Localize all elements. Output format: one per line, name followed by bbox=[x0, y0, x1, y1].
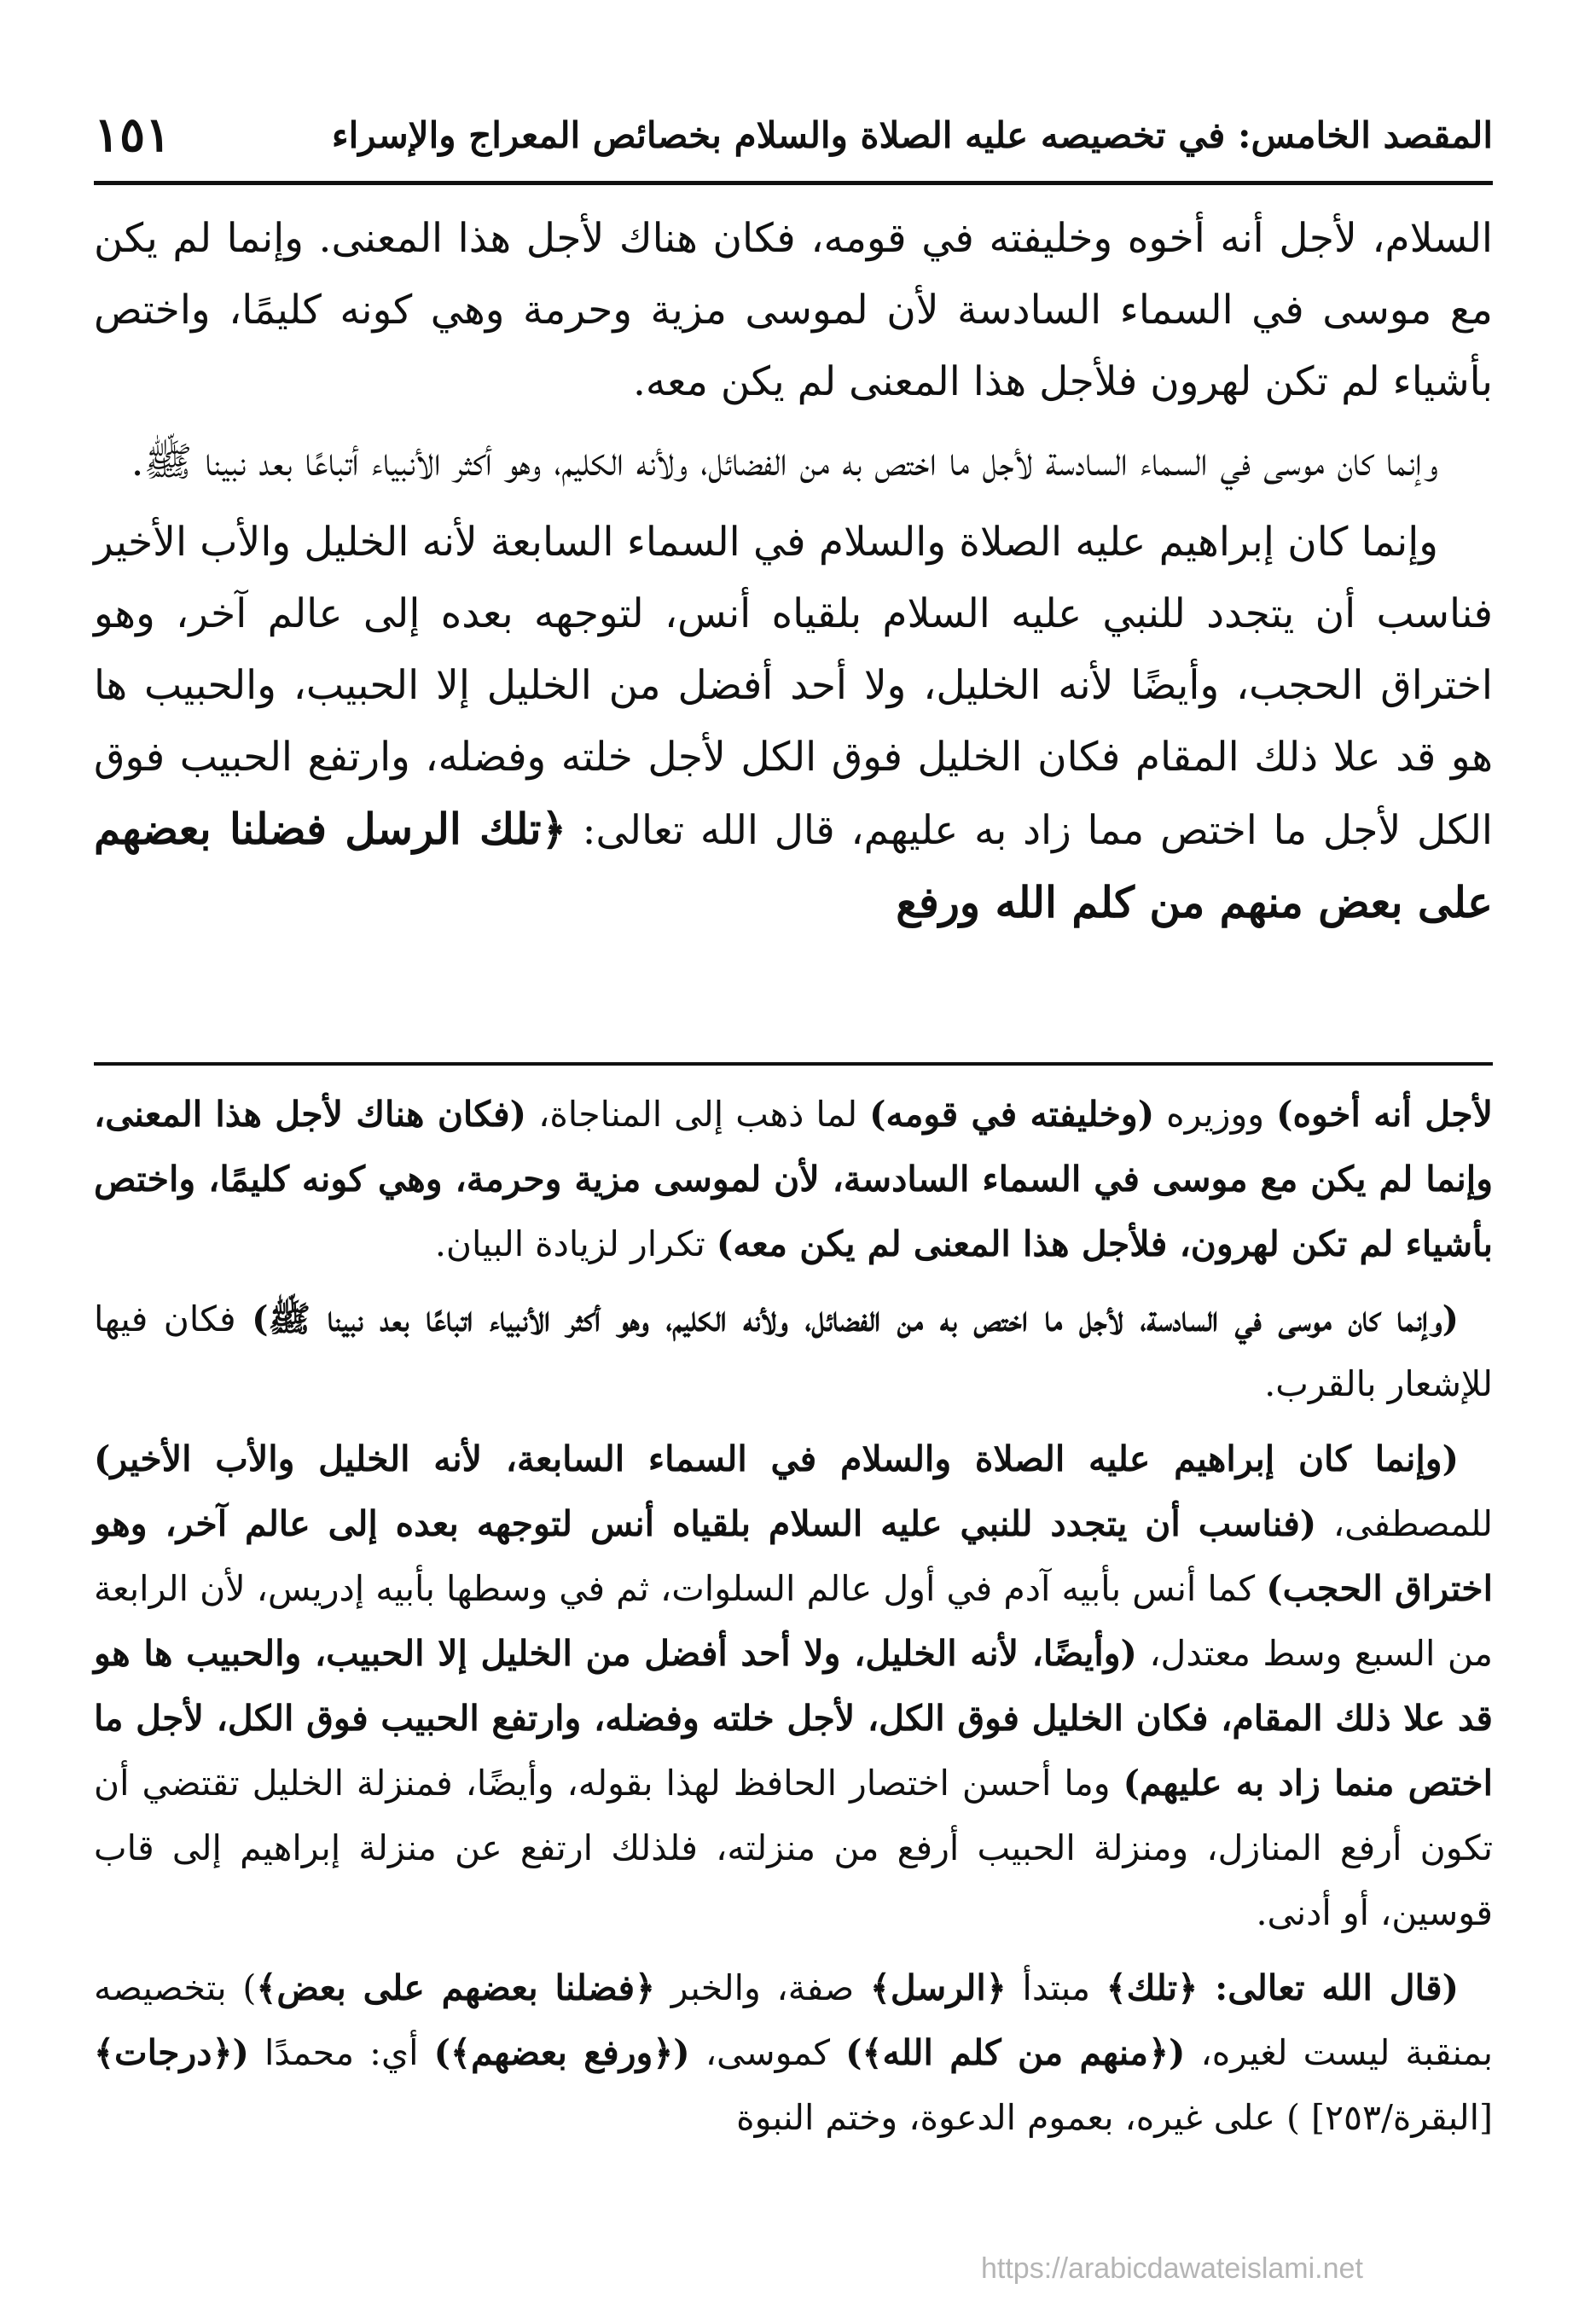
commentary-text: كما أنس بأبيه آدم في أول عالم السلوات، ثم في وسطها بأبيه إدريس، لأن الرابعة من السبع وسط معتدل، bbox=[94, 1568, 1493, 1674]
commentary-bold: ﴿فضلنا بعضهم على بعض﴾ bbox=[256, 1967, 656, 2008]
commentary-bold: (فناسب أن يتجدد للنبي عليه السلام بلقياه أنس لتوجهه بعده إلى عالم آخر، وهو اختراق الحجب) bbox=[94, 1503, 1494, 1609]
commentary-text: أي: محمدًا bbox=[248, 2032, 434, 2073]
commentary-text: للمصطفى، bbox=[1316, 1503, 1493, 1544]
commentary-paragraph-2 bbox=[94, 1287, 1493, 1416]
commentary-text: لما ذهب إلى المناجاة، bbox=[526, 1094, 870, 1135]
commentary-bold: (﴿منهم من كلم الله﴾) bbox=[845, 2032, 1186, 2073]
main-text bbox=[94, 203, 1493, 949]
page-header bbox=[94, 101, 1493, 169]
commentary-bold: (فكان هناك لأجل هذا المعنى، وإنما لم يكن مع موسى في السماء السادسة، لأن لموسى مزية وحرمة، وهي كونه كليمًا، واختص بأشياء لم تكن لهرون، فلأجل هذا المعنى لم يكن معه) bbox=[94, 1094, 1493, 1264]
commentary-paragraph-1 bbox=[94, 1082, 1493, 1276]
commentary-text: كموسى، bbox=[689, 2032, 846, 2073]
footnote-rule bbox=[94, 1062, 1493, 1066]
commentary-text: [البقرة/٢٥٣] ) على غيره، بعموم الدعوة، وختم النبوة bbox=[736, 2097, 1493, 2138]
commentary-bold: (وإنما كان إبراهيم عليه الصلاة والسلام في السماء السابعة، لأنه الخليل والأب الأخير) bbox=[94, 1438, 1459, 1479]
main-paragraph-1: السلام، لأجل أنه أخوه وخليفته في قومه، فكان هناك لأجل هذا المعنى. وإنما لم يكن مع موسى في السماء السادسة لأن لموسى مزية وحرمة وهي كونه كليمًا، واختص بأشياء لم تكن لهرون فلأجل هذا المعنى لم يكن معه. bbox=[94, 215, 1493, 405]
commentary-text: وما أحسن اختصار الحافظ لهذا بقوله، وأيضًا، فمنزلة الخليل تقتضي أن تكون أرفع المنازل، ومنزلة الحبيب أرفع من منزلته، فلذلك ارتفع عن منزلة إبراهيم إلى قاب قوسين، أو أدنى. bbox=[94, 1763, 1493, 1933]
commentary-text: فكان فيها للإشعار بالقرب. bbox=[94, 1299, 1493, 1404]
commentary bbox=[94, 1082, 1493, 2160]
watermark-url: https://arabicdawateislami.net bbox=[981, 2252, 1363, 2285]
page-number: ١٥١ bbox=[94, 107, 171, 163]
main-paragraph-3 bbox=[94, 507, 1493, 940]
commentary-paragraph-3 bbox=[94, 1426, 1493, 1945]
commentary-bold: (وأيضًا، لأنه الخليل، ولا أحد أفضل من الخليل إلا الحبيب، والحبيب ها هو قد علا ذلك المقام، فكان الخليل فوق الكل، لأجل خلته وفضله، وارتفع الحبيب فوق الكل، لأجل ما اختص منما زاد به عليهم) bbox=[94, 1633, 1493, 1804]
commentary-paragraph-4 bbox=[94, 1955, 1493, 2150]
commentary-bold: (قال الله تعالى: ﴿تلك﴾ bbox=[1106, 1967, 1459, 2008]
commentary-bold: لأجل أنه أخوه) bbox=[1276, 1094, 1493, 1135]
commentary-bold: (وخليفته في قومه) bbox=[869, 1094, 1155, 1135]
commentary-bold: (وإنما كان موسى في السادسة، لأجل ما اختص به من الفضائل، ولأنه الكليم، وهو أكثر الأنبياء اتباعًا بعد نبينا ﷺ) bbox=[252, 1299, 1459, 1339]
commentary-text: ووزيره bbox=[1154, 1094, 1277, 1135]
quran-quote: ﴿تلك الرسل فضلنا بعضهم على بعض منهم من كلم الله ورفع bbox=[94, 804, 1493, 927]
main-paragraph-2: وإنما كان موسى في السماء السادسة لأجل ما اختص به من الفضائل، ولأنه الكليم، وهو أكثر الأنبياء أتباعًا بعد نبينا ﷺ. bbox=[131, 439, 1438, 485]
main-paragraph-3-text: وإنما كان إبراهيم عليه الصلاة والسلام في السماء السابعة لأنه الخليل والأب الأخير فناسب أن يتجدد للنبي عليه السلام بلقياه أنس، لتوجهه بعده إلى عالم آخر، وهو اختراق الحجب، وأيضًا لأنه الخليل، ولا أحد أفضل من الخليل إلا الحبيب، والحبيب ها هو قد علا ذلك المقام فكان الخليل فوق الكل لأجل خلته وفضله، وارتفع الحبيب فوق الكل لأجل ما اختص مما زاد به عليهم، قال الله تعالى: bbox=[94, 519, 1493, 854]
commentary-bold: ﴿الرسل﴾ bbox=[869, 1967, 1007, 2008]
commentary-bold: (﴿درجات﴾ bbox=[94, 2032, 249, 2073]
commentary-text: صفة، والخبر bbox=[655, 1967, 870, 2008]
commentary-text: مبتدأ bbox=[1006, 1967, 1106, 2008]
commentary-text: ) بتخصيصه بمنقبة ليست لغيره، bbox=[94, 1967, 1494, 2073]
commentary-text: تكرار لزيادة البيان. bbox=[434, 1223, 717, 1264]
running-head: المقصد الخامس: في تخصيصه عليه الصلاة والسلام بخصائص المعراج والإسراء bbox=[331, 113, 1493, 156]
commentary-bold: (﴿ورفع بعضهم﴾) bbox=[433, 2032, 690, 2073]
header-rule bbox=[94, 181, 1493, 185]
